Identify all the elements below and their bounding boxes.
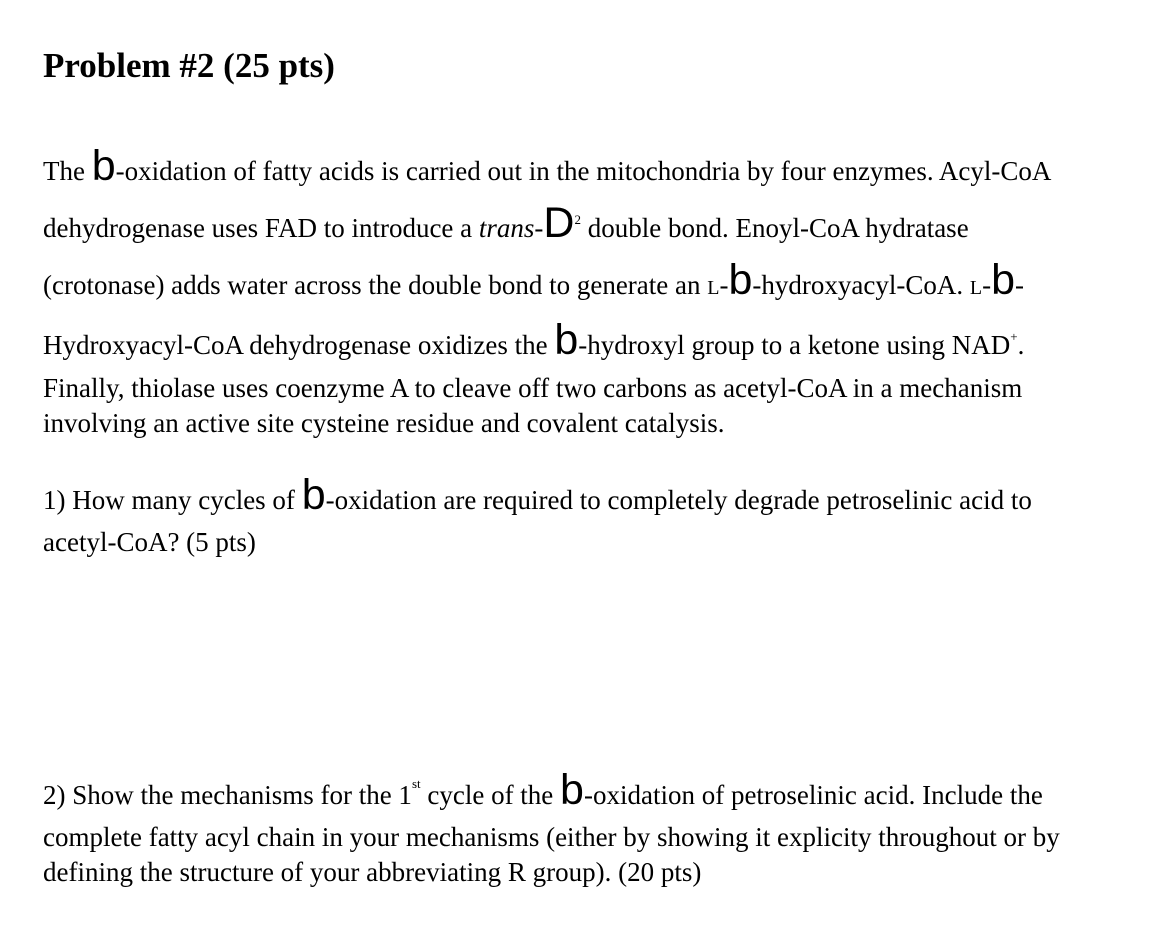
text-segment: (crotonase) adds water across the double bond to generate an [43, 270, 708, 300]
beta-symbol: b [560, 766, 584, 814]
problem-title: Problem #2 (25 pts) [43, 46, 335, 85]
text-segment: 2) Show the mechanisms for the 1 [43, 780, 412, 810]
text-segment: double bond. Enoyl-CoA hydratase [580, 213, 969, 243]
beta-symbol: b [728, 256, 753, 304]
intro-paragraph [43, 140, 1173, 441]
text-segment: dehydrogenase uses FAD to introduce a [43, 213, 479, 243]
q2-line-3: defining the structure of your abbreviating R group). (20 pts) [43, 857, 702, 887]
text-segment: -hydroxyacyl-CoA. [752, 270, 970, 300]
q2-line-1 [43, 765, 1173, 820]
intro-line-4 [43, 314, 1173, 371]
beta-symbol: b [554, 316, 579, 364]
l-prefix: L [707, 277, 720, 299]
q1-line-1 [43, 470, 1173, 525]
delta-superscript: 2 [574, 212, 581, 227]
text-segment: - [982, 270, 992, 300]
nad-superscript: + [1010, 329, 1018, 344]
text-segment: Hydroxyacyl-CoA dehydrogenase oxidizes the [43, 330, 555, 360]
text-segment: -hydroxyl group to a ketone using NAD [578, 330, 1011, 360]
intro-line-3 [43, 254, 1173, 314]
text-segment: cycle of the [420, 780, 561, 810]
text-segment: -oxidation of fatty acids is carried out in the mitochondria by four enzymes. Acyl-CoA [115, 156, 1052, 186]
text-segment: 1) How many cycles of [43, 485, 302, 515]
text-segment: . [1017, 330, 1025, 360]
delta-symbol: D [543, 199, 575, 247]
question-2 [43, 765, 1173, 890]
intro-line-1 [43, 140, 1173, 197]
ordinal-superscript: st [411, 776, 421, 791]
text-segment: -oxidation are required to completely degrade petroselinic acid to [325, 485, 1032, 515]
intro-line-5: Finally, thiolase uses coenzyme A to cleave off two carbons as acetyl-CoA in a mechanism [43, 373, 1023, 403]
beta-symbol: b [991, 256, 1015, 304]
question-1 [43, 470, 1173, 560]
intro-line-6: involving an active site cysteine residue and covalent catalysis. [43, 408, 725, 438]
q2-line-2: complete fatty acyl chain in your mechanisms (either by showing it explicity throughout or by [43, 822, 1060, 852]
text-segment: - [719, 270, 729, 300]
l-prefix: L [969, 277, 983, 299]
text-segment: - [1014, 270, 1024, 300]
text-segment: - [534, 213, 544, 243]
text-segment: -oxidation of petroselinic acid. Include the [583, 780, 1043, 810]
text-segment: The [43, 156, 92, 186]
trans-italic: trans [478, 213, 535, 243]
beta-symbol: b [91, 142, 116, 190]
intro-line-2 [43, 197, 1173, 254]
q1-line-2: acetyl-CoA? (5 pts) [43, 527, 256, 557]
beta-symbol: b [301, 471, 326, 519]
